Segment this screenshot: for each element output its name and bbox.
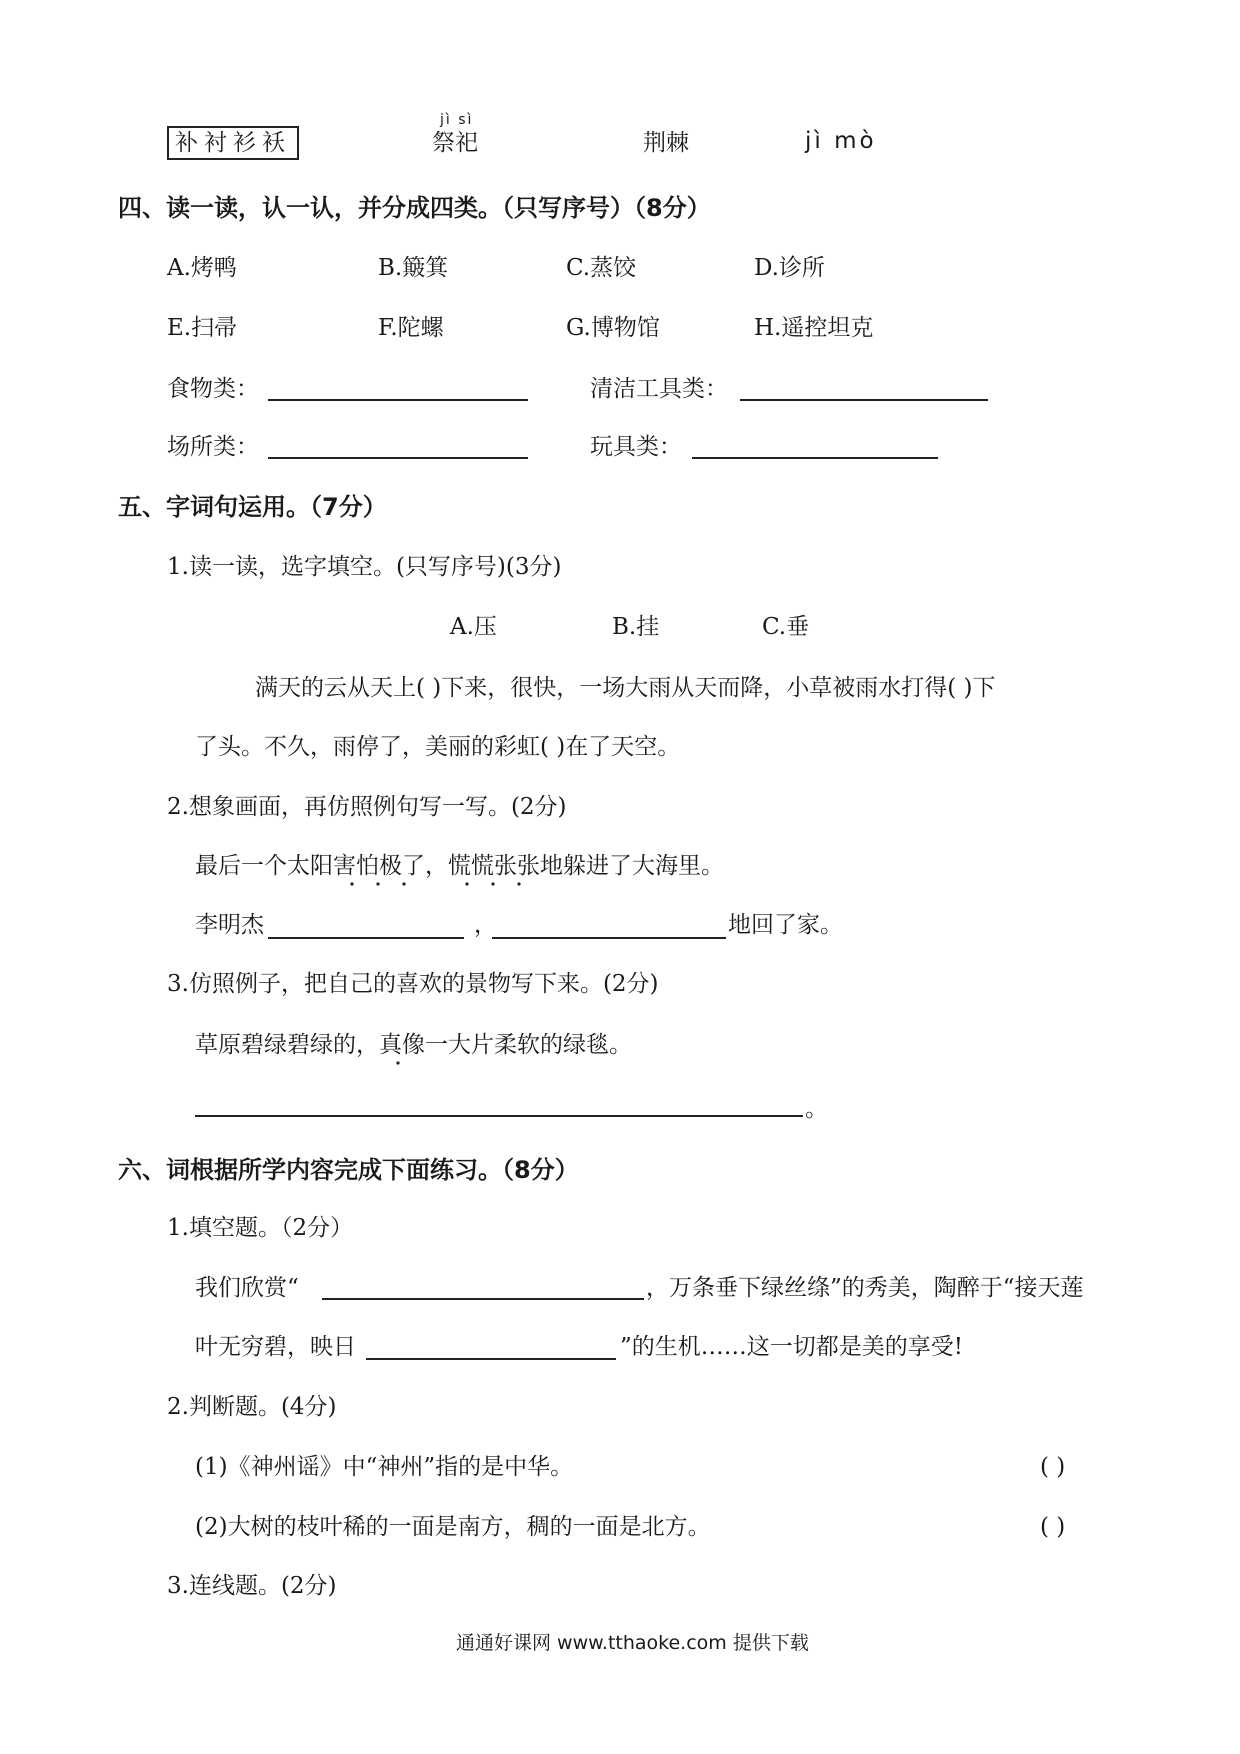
choice-b: B.挂 xyxy=(612,614,660,640)
category-place-blank[interactable] xyxy=(268,457,528,459)
option-b: B.簸箕 xyxy=(378,255,449,281)
example-text: 最后一个太阳 xyxy=(195,853,333,879)
q5-1-title: 1.读一读，选字填空。(只写序号)(3分) xyxy=(167,554,562,580)
q5-2-fill-comma: ， xyxy=(474,912,497,938)
q5-2-fill-end: 地回了家。 xyxy=(728,912,843,938)
category-food-label: 食物类： xyxy=(167,376,259,402)
category-food-blank[interactable] xyxy=(268,399,528,401)
q6-1-blank-2[interactable] xyxy=(366,1358,616,1360)
boxed-words: 补衬衫袄 xyxy=(167,126,299,160)
q6-2-item-1: (1)《神州谣》中“神州”指的是中华。 xyxy=(195,1454,574,1480)
option-f: F.陀螺 xyxy=(378,315,444,341)
pinyin-jimo: jì mò xyxy=(805,128,877,154)
dotted-phrase-like: 真像 xyxy=(379,1032,425,1058)
option-h: H.遥控坦克 xyxy=(754,315,874,341)
example-text: 草原碧绿碧绿的， xyxy=(195,1032,379,1058)
q6-2-title: 2.判断题。(4分) xyxy=(167,1394,337,1420)
q5-1-sentence-line1: 满天的云从天上( )下来，很快，一场大雨从天而降，小草被雨水打得( )下 xyxy=(255,675,996,701)
example-text: 一大片柔软的绿毯。 xyxy=(425,1032,632,1058)
q5-3-example xyxy=(195,1030,632,1060)
q5-2-fill-start: 李明杰 xyxy=(195,912,264,938)
section6-title: 六、词根据所学内容完成下面练习。（8分） xyxy=(118,1156,579,1184)
q5-3-end-period: 。 xyxy=(805,1096,828,1122)
category-toy-label: 玩具类： xyxy=(590,434,682,460)
pinyin-jisi: jì sì xyxy=(440,112,474,128)
dotted-phrase-afraid: 害怕极了 xyxy=(333,853,425,879)
q5-3-answer-line[interactable] xyxy=(195,1115,803,1117)
word-jingji: 荆棘 xyxy=(643,130,689,156)
category-clean-label: 清洁工具类： xyxy=(590,376,728,402)
example-text: 地躲进了大海里。 xyxy=(540,853,724,879)
q6-2-answer-paren-2[interactable]: ( ) xyxy=(1040,1514,1066,1540)
q6-2-item-2: (2)大树的枝叶稀的一面是南方，稠的一面是北方。 xyxy=(195,1514,711,1540)
dotted-phrase-hurried: 慌慌张张 xyxy=(448,853,540,879)
section5-title: 五、字词句运用。（7分） xyxy=(118,493,387,521)
section4-title: 四、读一读，认一认，并分成四类。（只写序号）（8分） xyxy=(118,194,711,222)
example-text: ， xyxy=(425,853,448,879)
q6-1-blank-1[interactable] xyxy=(322,1298,644,1300)
q5-3-title: 3.仿照例子，把自己的喜欢的景物写下来。(2分) xyxy=(167,971,659,997)
q6-1-line1-end: ，万条垂下绿丝绦”的秀美，陶醉于“接天莲 xyxy=(646,1275,1084,1301)
q6-1-line2-end: ”的生机……这一切都是美的享受! xyxy=(620,1334,964,1360)
q6-1-title: 1.填空题。（2分） xyxy=(167,1215,354,1241)
q5-2-blank-1[interactable] xyxy=(268,937,464,939)
word-jisi: 祭祀 xyxy=(432,130,478,156)
option-d: D.诊所 xyxy=(754,255,825,281)
choice-c: C.垂 xyxy=(762,614,810,640)
q6-1-line1-start: 我们欣赏“ xyxy=(195,1275,299,1301)
option-a: A.烤鸭 xyxy=(167,255,237,281)
q5-2-blank-2[interactable] xyxy=(492,937,726,939)
q6-1-line2-start: 叶无穷碧，映日 xyxy=(195,1334,356,1360)
q5-2-example xyxy=(195,851,724,881)
category-toy-blank[interactable] xyxy=(692,457,938,459)
category-clean-blank[interactable] xyxy=(740,399,988,401)
footer-credit: 通通好课网 www.tthaoke.com 提供下载 xyxy=(456,1632,809,1654)
option-c: C.蒸饺 xyxy=(566,255,637,281)
option-g: G.博物馆 xyxy=(566,315,660,341)
category-place-label: 场所类： xyxy=(167,434,259,460)
q5-2-title: 2.想象画面，再仿照例句写一写。(2分) xyxy=(167,794,567,820)
option-e: E.扫帚 xyxy=(167,315,238,341)
q5-1-sentence-line2: 了头。不久，雨停了，美丽的彩虹( )在了天空。 xyxy=(195,734,681,760)
choice-a: A.压 xyxy=(450,614,497,640)
q6-3-title: 3.连线题。(2分) xyxy=(167,1573,337,1599)
q6-2-answer-paren-1[interactable]: ( ) xyxy=(1040,1454,1066,1480)
